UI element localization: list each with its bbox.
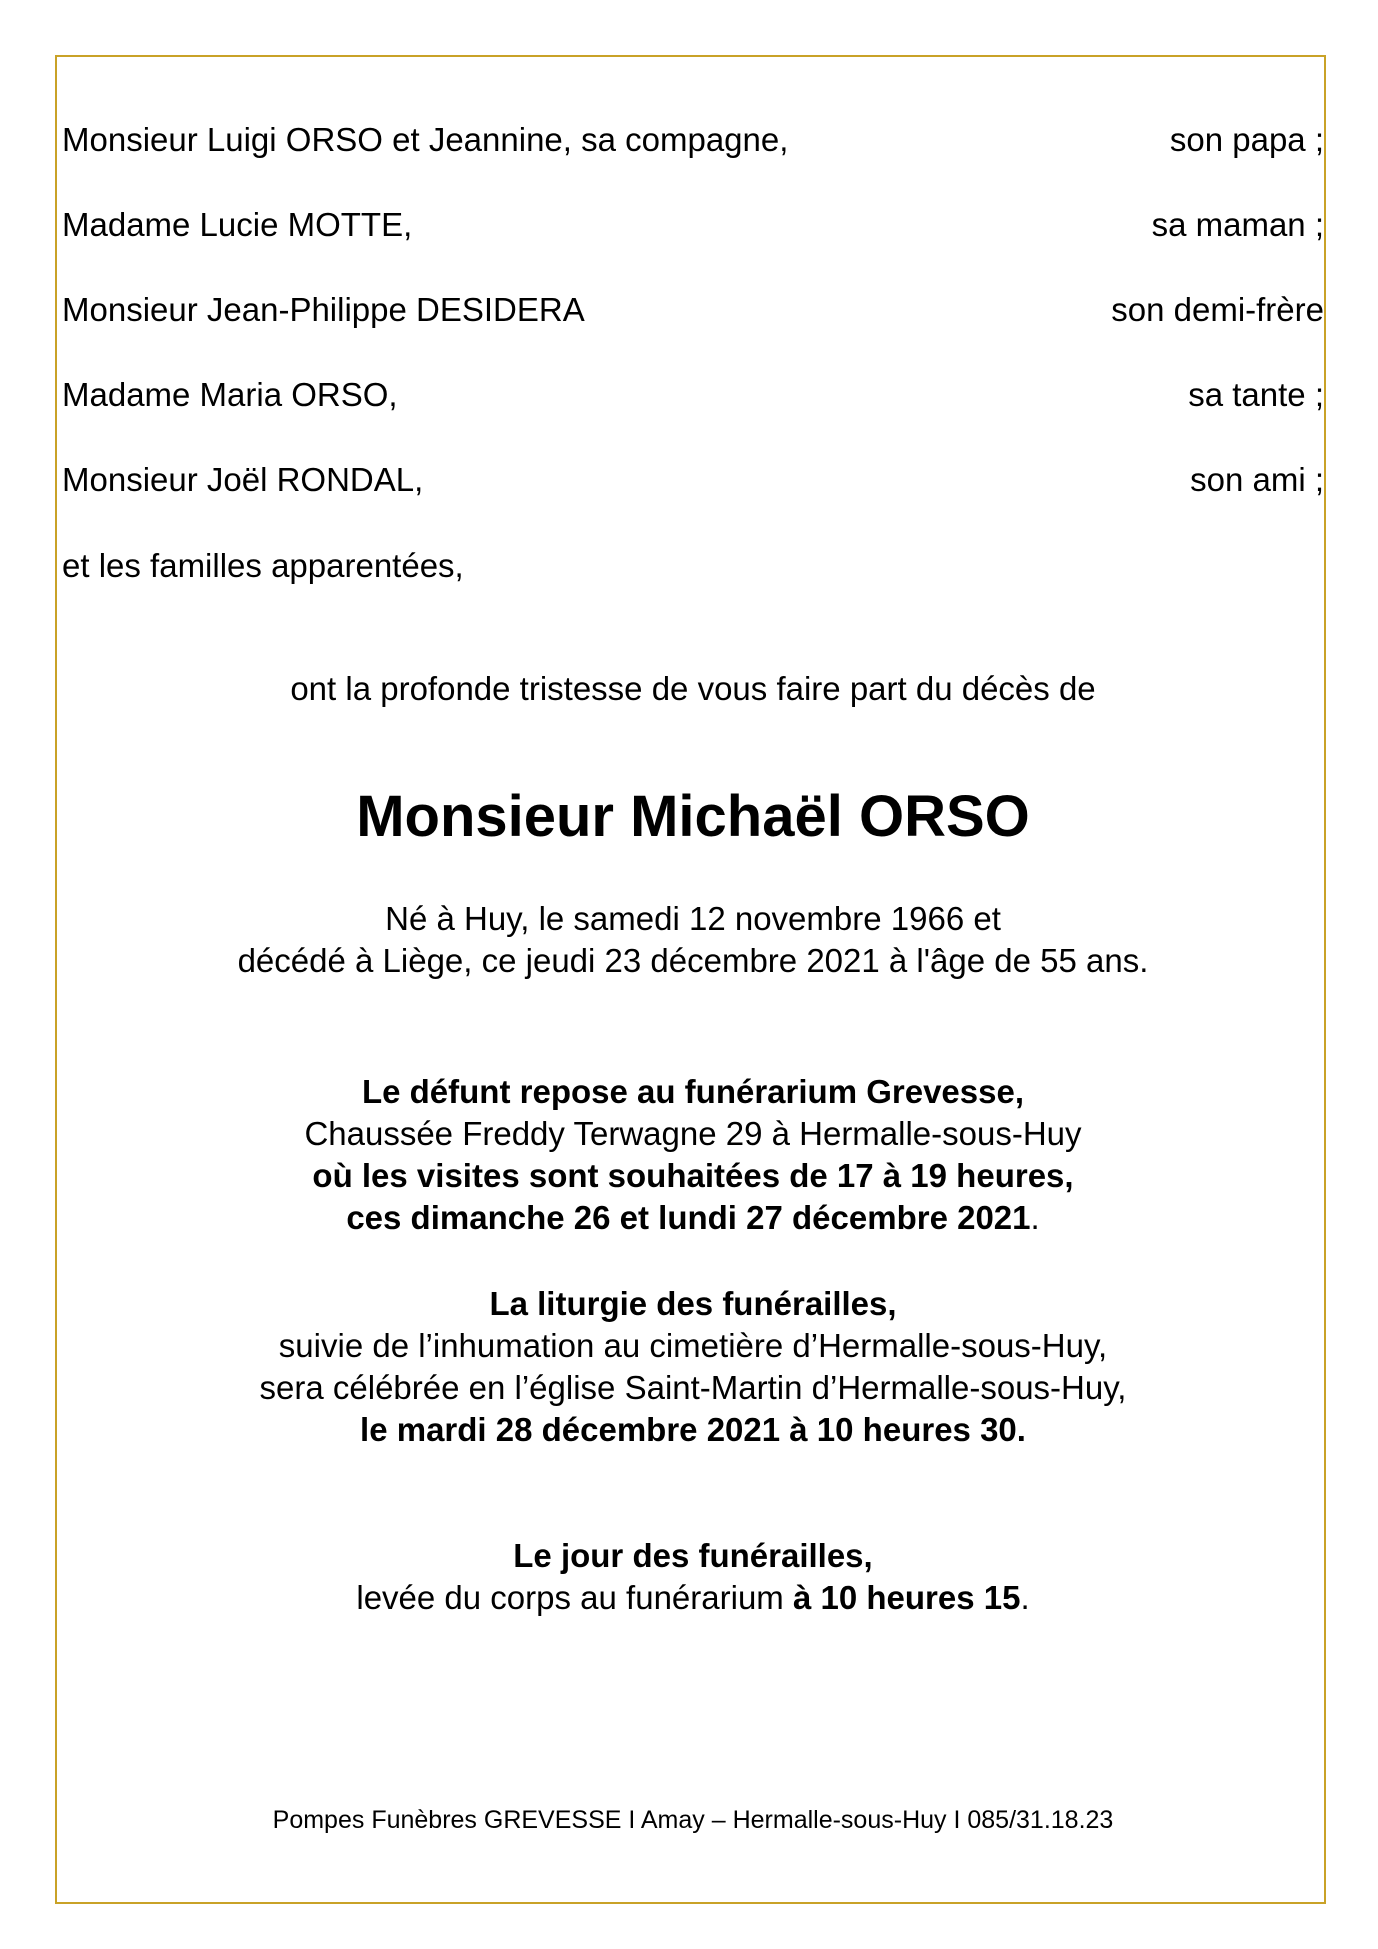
deceased-name: Monsieur Michaël ORSO [356, 784, 1030, 849]
visitation-dates: ces dimanche 26 et lundi 27 décembre 2021 [346, 1199, 1031, 1236]
family-member-name: Monsieur Luigi ORSO et Jeannine, sa compagne, [62, 121, 789, 158]
family-row [62, 546, 1324, 586]
liturgy-heading: La liturgie des funérailles, [489, 1285, 897, 1322]
family-row [62, 290, 1324, 330]
family-member-name: Monsieur Joël RONDAL, [62, 461, 424, 498]
family-member-relation: son demi-frère [1111, 291, 1324, 328]
liturgy-line-2: sera célébrée en l’église Saint-Martin d’Hermalle-sous-Huy, [259, 1369, 1127, 1406]
funeral-day-end: . [1020, 1579, 1030, 1616]
family-row [62, 375, 1324, 415]
family-member-name: Madame Lucie MOTTE, [62, 206, 413, 243]
funeral-day-heading: Le jour des funérailles, [513, 1537, 873, 1574]
family-member-relation: sa maman ; [1151, 206, 1324, 243]
family-member-relation: son papa ; [1169, 121, 1324, 158]
family-row [62, 205, 1324, 245]
visitation-address: Chaussée Freddy Terwagne 29 à Hermalle-sous-Huy [304, 1115, 1082, 1152]
birth-line: Né à Huy, le samedi 12 novembre 1966 et [385, 900, 1001, 937]
family-row [62, 460, 1324, 500]
visitation-dates-end: . [1030, 1199, 1040, 1236]
visitation-hours: où les visites sont souhaitées de 17 à 19 heures, [312, 1157, 1074, 1194]
family-member-name: Monsieur Jean-Philippe DESIDERA [62, 291, 585, 328]
family-member-name: Madame Maria ORSO, [62, 376, 398, 413]
funeral-day-text: levée du corps au funérarium [356, 1579, 793, 1616]
family-member-name: et les familles apparentées, [62, 547, 464, 584]
death-line: décédé à Liège, ce jeudi 23 décembre 2021 à l'âge de 55 ans. [237, 942, 1149, 979]
family-row [62, 120, 1324, 160]
liturgy-datetime: le mardi 28 décembre 2021 à 10 heures 30. [360, 1411, 1026, 1448]
funeral-day-line [62, 1577, 1324, 1618]
liturgy-line-1: suivie de l’inhumation au cimetière d’Hermalle-sous-Huy, [278, 1327, 1108, 1364]
visitation-dates-line [62, 1197, 1324, 1238]
announcement-line: ont la profonde tristesse de vous faire part du décès de [290, 670, 1096, 707]
funeral-day-time: à 10 heures 15 [792, 1579, 1021, 1616]
footer-contact: Pompes Funèbres GREVESSE I Amay – Hermalle-sous-Huy I 085/31.18.23 [272, 1806, 1114, 1834]
visitation-heading: Le défunt repose au funérarium Grevesse, [361, 1073, 1025, 1110]
family-member-relation: sa tante ; [1188, 376, 1324, 413]
family-member-relation: son ami ; [1190, 461, 1324, 498]
